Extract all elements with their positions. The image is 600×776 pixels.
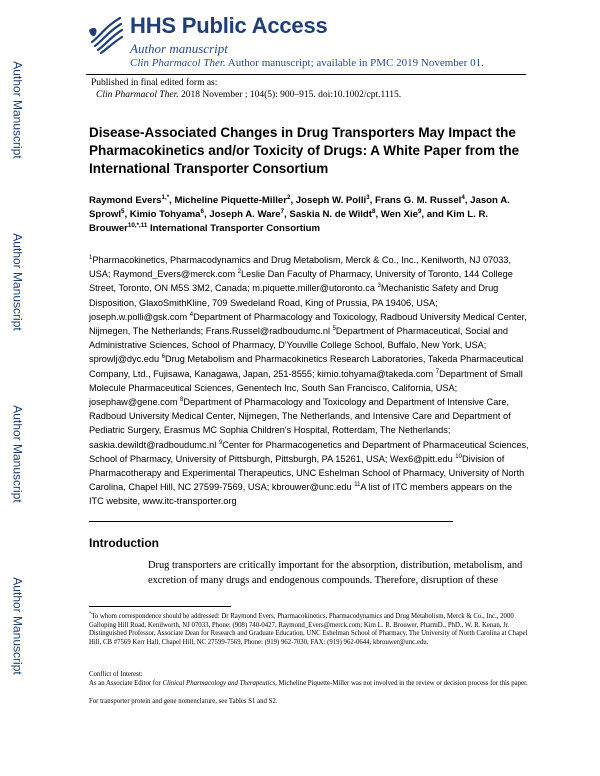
author-name: Joseph W. Polli: [295, 195, 367, 206]
footnote-nomenclature: For transporter protein and gene nomenclature, see Tables S1 and S2.: [89, 698, 278, 705]
author-affiliation-marker: 2: [286, 193, 291, 201]
affiliation-text: Center for Pharmacogenetics and Department of Pharmaceutical Sciences, School of Pharmacy, University of Pittsburgh, Pittsburgh, PA 15261, USA; Wex6@pitt.edu: [89, 439, 529, 464]
affiliation-number: 10: [455, 453, 462, 460]
affiliations-divider: [89, 521, 453, 522]
published-citation: Clin Pharmacol Ther. 2018 November ; 104(5): 900–915. doi:10.1002/cpt.1115.: [96, 90, 402, 100]
footnote-correspondence: *To whom correspondence should be addressed: Dr Raymond Evers, Pharmacokinetics, Pharmacodynamics and Drug Metabolism, Merck & Co., Inc., 2000 Galloping Hill Road, Kenilworth, NJ 07033, Phone: (908) 740-0427, Raymond_Evers@merck.com; Kim L. R. Brouwer, PharmD., PhD., W. R. Kenan, Jr. Distinguished Professor, Associate Dean for Research and Graduate Education, UNC Eshelman School of Pharmacy, The University of North Carolina at Chapel Hill, CB #7569 Kerr Hall, Chapel Hill, NC 27599-7569, Phone: (919) 962-7030, FAX: (919) 962-0644, kbrouwer@unc.edu.: [89, 610, 528, 646]
author-affiliation-marker: 1,*: [161, 193, 170, 201]
article-title: Disease-Associated Changes in Drug Transporters May Impact the Pharmacokinetics and/or Toxicity of Drugs: A White Paper from the International Transporter Consortium: [89, 125, 520, 176]
affiliation-number: 5: [332, 325, 336, 332]
header-subtitle: Author manuscript: [130, 41, 228, 56]
author-affiliation-marker: 6: [200, 207, 204, 215]
affiliation-text: Department of Small Molecule Pharmaceutical Sciences, Genentech Inc, South San Francisco, California, USA; josephaw@gene.com: [89, 368, 523, 408]
author-affiliation-marker: 7: [280, 207, 285, 215]
section-heading-introduction: Introduction: [89, 536, 159, 550]
affiliation-text: Mechanistic Safety and Drug Disposition, GlaxoSmithKline, 709 Swedeland Road, King of Prussia, PA 19406, USA; joseph.w.polli@gsk.com: [89, 283, 499, 322]
affiliation-text: Department of Pharmacology and Toxicology, Radboud University Medical Center, Nijmegen, The Netherlands; Frans.Russel@radboudumc.nl: [89, 311, 527, 337]
affiliation-text: Leslie Dan Faculty of Pharmacy, University of Toronto, 144 College Street, Toronto, ON M5S 3M2, Canada; m.piquette.miller@utoronto.ca: [89, 269, 513, 294]
author-name: Joseph A. Ware: [209, 209, 281, 220]
author-name: Micheline Piquette-Miller: [174, 195, 287, 206]
affiliation-number: 4: [189, 311, 194, 318]
affiliation-number: 8: [180, 396, 184, 403]
affiliation-text: A list of ITC members appears on the ITC website, www.itc-transporter.org: [89, 482, 513, 507]
author-name: Saskia N. de Wildt: [289, 209, 372, 220]
hhs-eagle-logo-icon: [86, 12, 126, 54]
header-divider: [86, 74, 526, 75]
affiliation-number: 11: [354, 482, 361, 489]
sidebar-label-4: Author Manuscript: [11, 577, 26, 675]
header-title: HHS Public Access: [130, 13, 328, 38]
sidebar-label-3: Author Manuscript: [11, 405, 26, 503]
author-affiliation-marker: 8: [371, 207, 376, 215]
affiliations: [89, 253, 529, 509]
affiliation-text: Drug Metabolism and Pharmacokinetics Research Laboratories, Takeda Pharmaceutical Company, Ltd., Fujisawa, Kanagawa, Japan, 251-8555; kimio.tohyama@takeda.com: [89, 354, 524, 379]
affiliation-text: Department of Pharmacology and Toxicology and Department of Intensive Care, Radboud University Medical Center, Nijmegen, The Netherlands, and Intensive Care and Department of Pediatric Surgery, Erasmus MC Sophia Children's Hospital, Rotterdam, The Netherlands; saskia.dewildt@radboudumc.nl: [89, 397, 511, 450]
affiliation-number: 9: [218, 439, 223, 446]
published-label: Published in final edited form as:: [91, 78, 218, 88]
footnote-coi-label: Conflict of Interest:: [89, 671, 143, 678]
affiliation-number: 7: [435, 368, 440, 375]
author-name: Jason A. Sprowl: [89, 195, 510, 220]
introduction-paragraph: Drug transporters are critically important for the absorption, distribution, metabolism, and excretion of many drugs and endogenous compounds. Therefore, disruption of these: [148, 560, 523, 586]
author-name: Kim L. R. Brouwer: [89, 209, 489, 234]
affiliation-text: Department of Pharmaceutical, Social and Administrative Sciences, School of Pharmacy, D'Youville College School, Buffalo, New York, USA; sprowlj@dyc.edu: [89, 326, 508, 365]
affiliation-number: 1: [89, 254, 93, 261]
author-affiliation-marker: 3: [366, 193, 370, 201]
affiliation-number: 2: [237, 269, 242, 276]
affiliation-text: Pharmacokinetics, Pharmacodynamics and Drug Metabolism, Merck & Co., Inc., Kenilworth, NJ 07033, USA; Raymond_Evers@merck.com: [89, 255, 512, 280]
author-name: Wen Xie: [380, 209, 418, 220]
author-affiliation-marker: 4: [461, 193, 465, 201]
affiliation-text: Division of Pharmacotherapy and Experimental Therapeutics, UNC Eshelman School of Pharmacy, University of North Carolina, Chapel Hill, NC 27599-7569, USA; kbrouwer@unc.edu: [89, 453, 525, 493]
author-affiliation-marker: 10,*,11: [127, 221, 148, 229]
author-affiliation-marker: 5: [120, 207, 125, 215]
footnote-divider: [89, 606, 231, 607]
header-citation: Clin Pharmacol Ther. Author manuscript; available in PMC 2019 November 01.: [130, 57, 484, 69]
footnote-coi: As an Associate Editor for Clinical Pharmacology and Therapeutics, Micheline Piquette-Miller was not involved in the review or decision process for this paper.: [89, 680, 528, 687]
affiliation-number: 3: [377, 283, 381, 290]
author-name: Kimio Tohyama: [129, 209, 201, 220]
author-name: Frans G. M. Russel: [374, 195, 462, 206]
affiliation-number: 6: [161, 354, 165, 361]
consortium-name: International Transporter Consortium: [147, 223, 321, 234]
author-affiliation-marker: 9: [417, 207, 422, 215]
sidebar-label-2: Author Manuscript: [11, 233, 26, 331]
author-list: Raymond Evers$^{1,*}$, Micheline Piquette-Miller$^2$, Joseph W. Polli$^3$, Frans G. M. Russel$^4$, Jason A. Sprowl$^5$, Kimio Tohyama$^6$, Joseph A. Ware$^7$, Saskia N. de Wildt$^8$, Wen Xie$^9$, and Kim L. R. Brouwer$^{10,*,11}$ International Transporter Consortium: [89, 193, 510, 234]
sidebar-label-1: Author Manuscript: [11, 61, 26, 159]
author-name: Raymond Evers: [89, 195, 162, 206]
